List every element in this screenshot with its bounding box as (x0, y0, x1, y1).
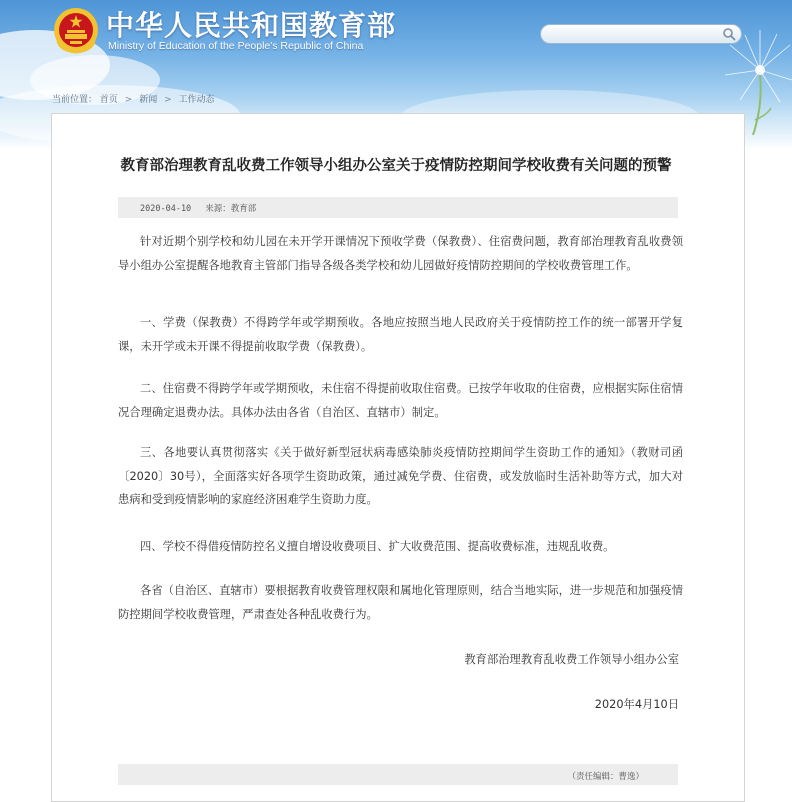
site-subtitle: Ministry of Education of the People's Republic of China (108, 40, 364, 52)
chevron-right-icon: > (164, 95, 172, 105)
article-paragraph: 二、住宿费不得跨学年或学期预收，未住宿不得提前收取住宿费。已按学年收取的住宿费，应根据实际住宿情况合理确定退费办法。具体办法由各省（自治区、直辖市）制定。 (118, 382, 683, 419)
site-title: 中华人民共和国教育部 (106, 9, 397, 42)
article-footer-bar (118, 764, 678, 785)
responsible-editor: （责任编辑：曹逸） (567, 772, 644, 782)
breadcrumb-home[interactable]: 首页 (99, 95, 118, 105)
article-source: 来源：教育部 (205, 204, 257, 214)
breadcrumb-work-updates[interactable]: 工作动态 (178, 95, 215, 105)
article-meta-bar (118, 197, 678, 218)
article-paragraph: 三、各地要认真贯彻落实《关于做好新型冠状病毒感染肺炎疫情防控期间学生资助工作的通知》（教财司函〔2020〕30号），全面落实好各项学生资助政策，通过减免学费、住宿费，或发放临时生活补助等方式，加大对患病和受到疫情影响的家庭经济困难学生资助力度。 (118, 446, 683, 506)
article-date: 2020-04-10 (140, 204, 192, 214)
breadcrumb (52, 92, 215, 105)
article-paragraph: 针对近期个别学校和幼儿园在未开学开课情况下预收学费（保教费）、住宿费问题，教育部治理教育乱收费领导小组办公室提醒各地教育主管部门指导各级各类学校和幼儿园做好疫情防控期间的学校收费管理工作。 (118, 235, 683, 272)
article-paragraph: 一、学费（保教费）不得跨学年或学期预收。各地应按照当地人民政府关于疫情防控工作的统一部署开学复课，未开学或未开课不得提前收取学费（保教费）。 (118, 316, 683, 353)
article-sign-date: 2020年4月10日 (594, 698, 679, 711)
breadcrumb-prefix: 当前位置： (52, 95, 98, 105)
article-meta (140, 202, 256, 214)
national-emblem-icon (52, 6, 100, 54)
chevron-right-icon: > (124, 95, 133, 105)
article-paragraph: 四、学校不得借疫情防控名义擅自增设收费项目、扩大收费范围、提高收费标准，违规乱收费。 (140, 540, 615, 553)
article-title: 教育部治理教育乱收费工作领导小组办公室关于疫情防控期间学校收费有关问题的预警 (120, 158, 672, 174)
article-paragraph: 各省（自治区、直辖市）要根据教育收费管理权限和属地化管理原则，结合当地实际，进一步规范和加强疫情防控期间学校收费管理，严肃查处各种乱收费行为。 (118, 584, 683, 621)
article-signature: 教育部治理教育乱收费工作领导小组办公室 (464, 653, 679, 666)
breadcrumb-news[interactable]: 新闻 (139, 95, 158, 105)
